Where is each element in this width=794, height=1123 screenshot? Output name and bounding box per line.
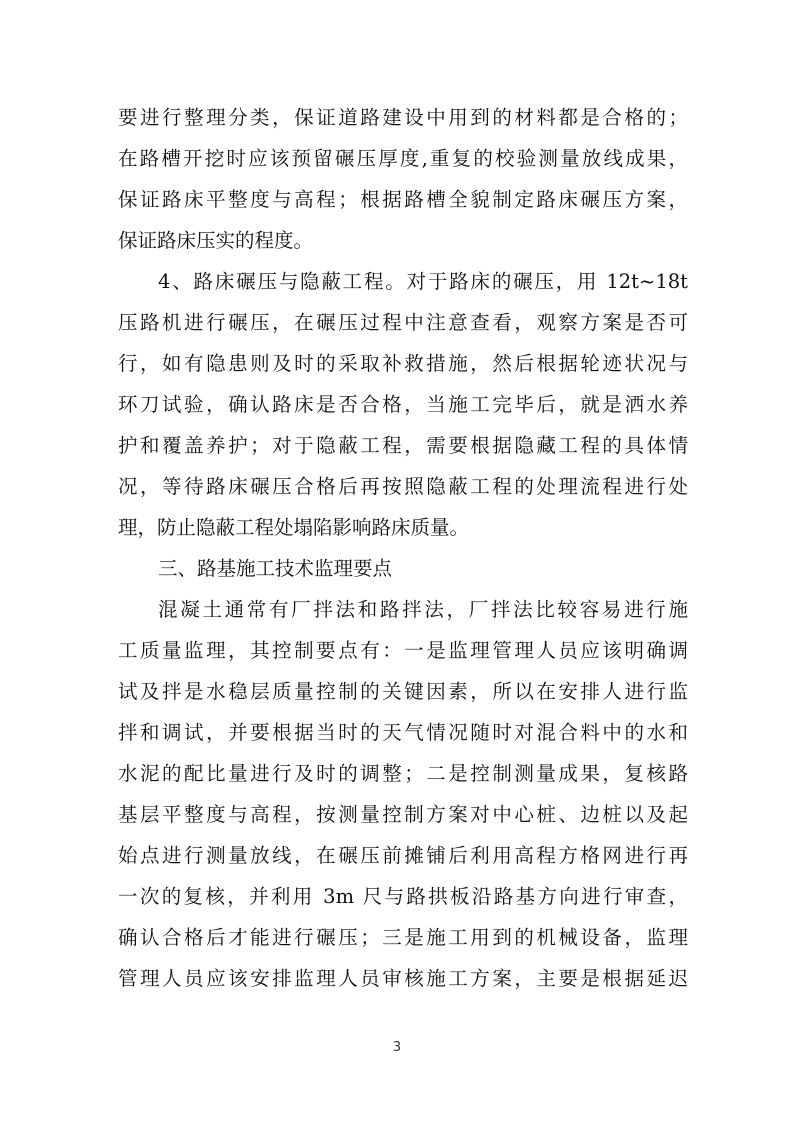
text-line: 保证路床压实的程度。 [118,229,314,252]
text-line: 管理人员应该安排监理人员审核施工方案，主要是根据延迟 [118,967,688,990]
text-line: 试及拌是水稳层质量控制的关键因素，所以在安排人进行监 [118,680,688,703]
text-line: 压路机进行碾压，在碾压过程中注意查看，观察方案是否可 [118,311,688,334]
text-line: 况，等待路床碾压合格后再按照隐蔽工程的处理流程进行处 [118,475,688,498]
text-line: 始点进行测量放线，在碾压前摊铺后利用高程方格网进行再 [118,844,688,867]
page-number: 3 [392,1040,402,1055]
text-line: 4、路床碾压与隐蔽工程。对于路床的碾压，用 12t~18t [158,270,688,293]
text-line: 混凝土通常有厂拌法和路拌法，厂拌法比较容易进行施 [158,598,688,621]
text-line: 水泥的配比量进行及时的调整；二是控制测量成果，复核路 [118,762,688,785]
text-line: 基层平整度与高程，按测量控制方案对中心桩、边桩以及起 [118,803,688,826]
text-line: 行，如有隐患则及时的采取补救措施，然后根据轮迹状况与 [118,352,688,375]
text-line: 在路槽开挖时应该预留碾压厚度,重复的校验测量放线成果， [118,147,688,170]
text-line: 工质量监理，其控制要点有：一是监理管理人员应该明确调 [118,639,688,662]
text-line: 理，防止隐蔽工程处塌陷影响路床质量。 [118,516,470,539]
section-heading: 三、路基施工技术监理要点 [158,557,393,580]
text-line: 护和覆盖养护；对于隐蔽工程，需要根据隐藏工程的具体情 [118,434,688,457]
text-line: 保证路床平整度与高程；根据路槽全貌制定路床碾压方案， [118,188,688,211]
text-line: 环刀试验，确认路床是否合格，当施工完毕后，就是洒水养 [118,393,688,416]
text-line: 拌和调试，并要根据当时的天气情况随时对混合料中的水和 [118,721,688,744]
text-line: 一次的复核，并利用 3m 尺与路拱板沿路基方向进行审查， [118,885,688,908]
text-line: 要进行整理分类，保证道路建设中用到的材料都是合格的； [118,106,688,129]
text-line: 确认合格后才能进行碾压；三是施工用到的机械设备，监理 [118,926,688,949]
